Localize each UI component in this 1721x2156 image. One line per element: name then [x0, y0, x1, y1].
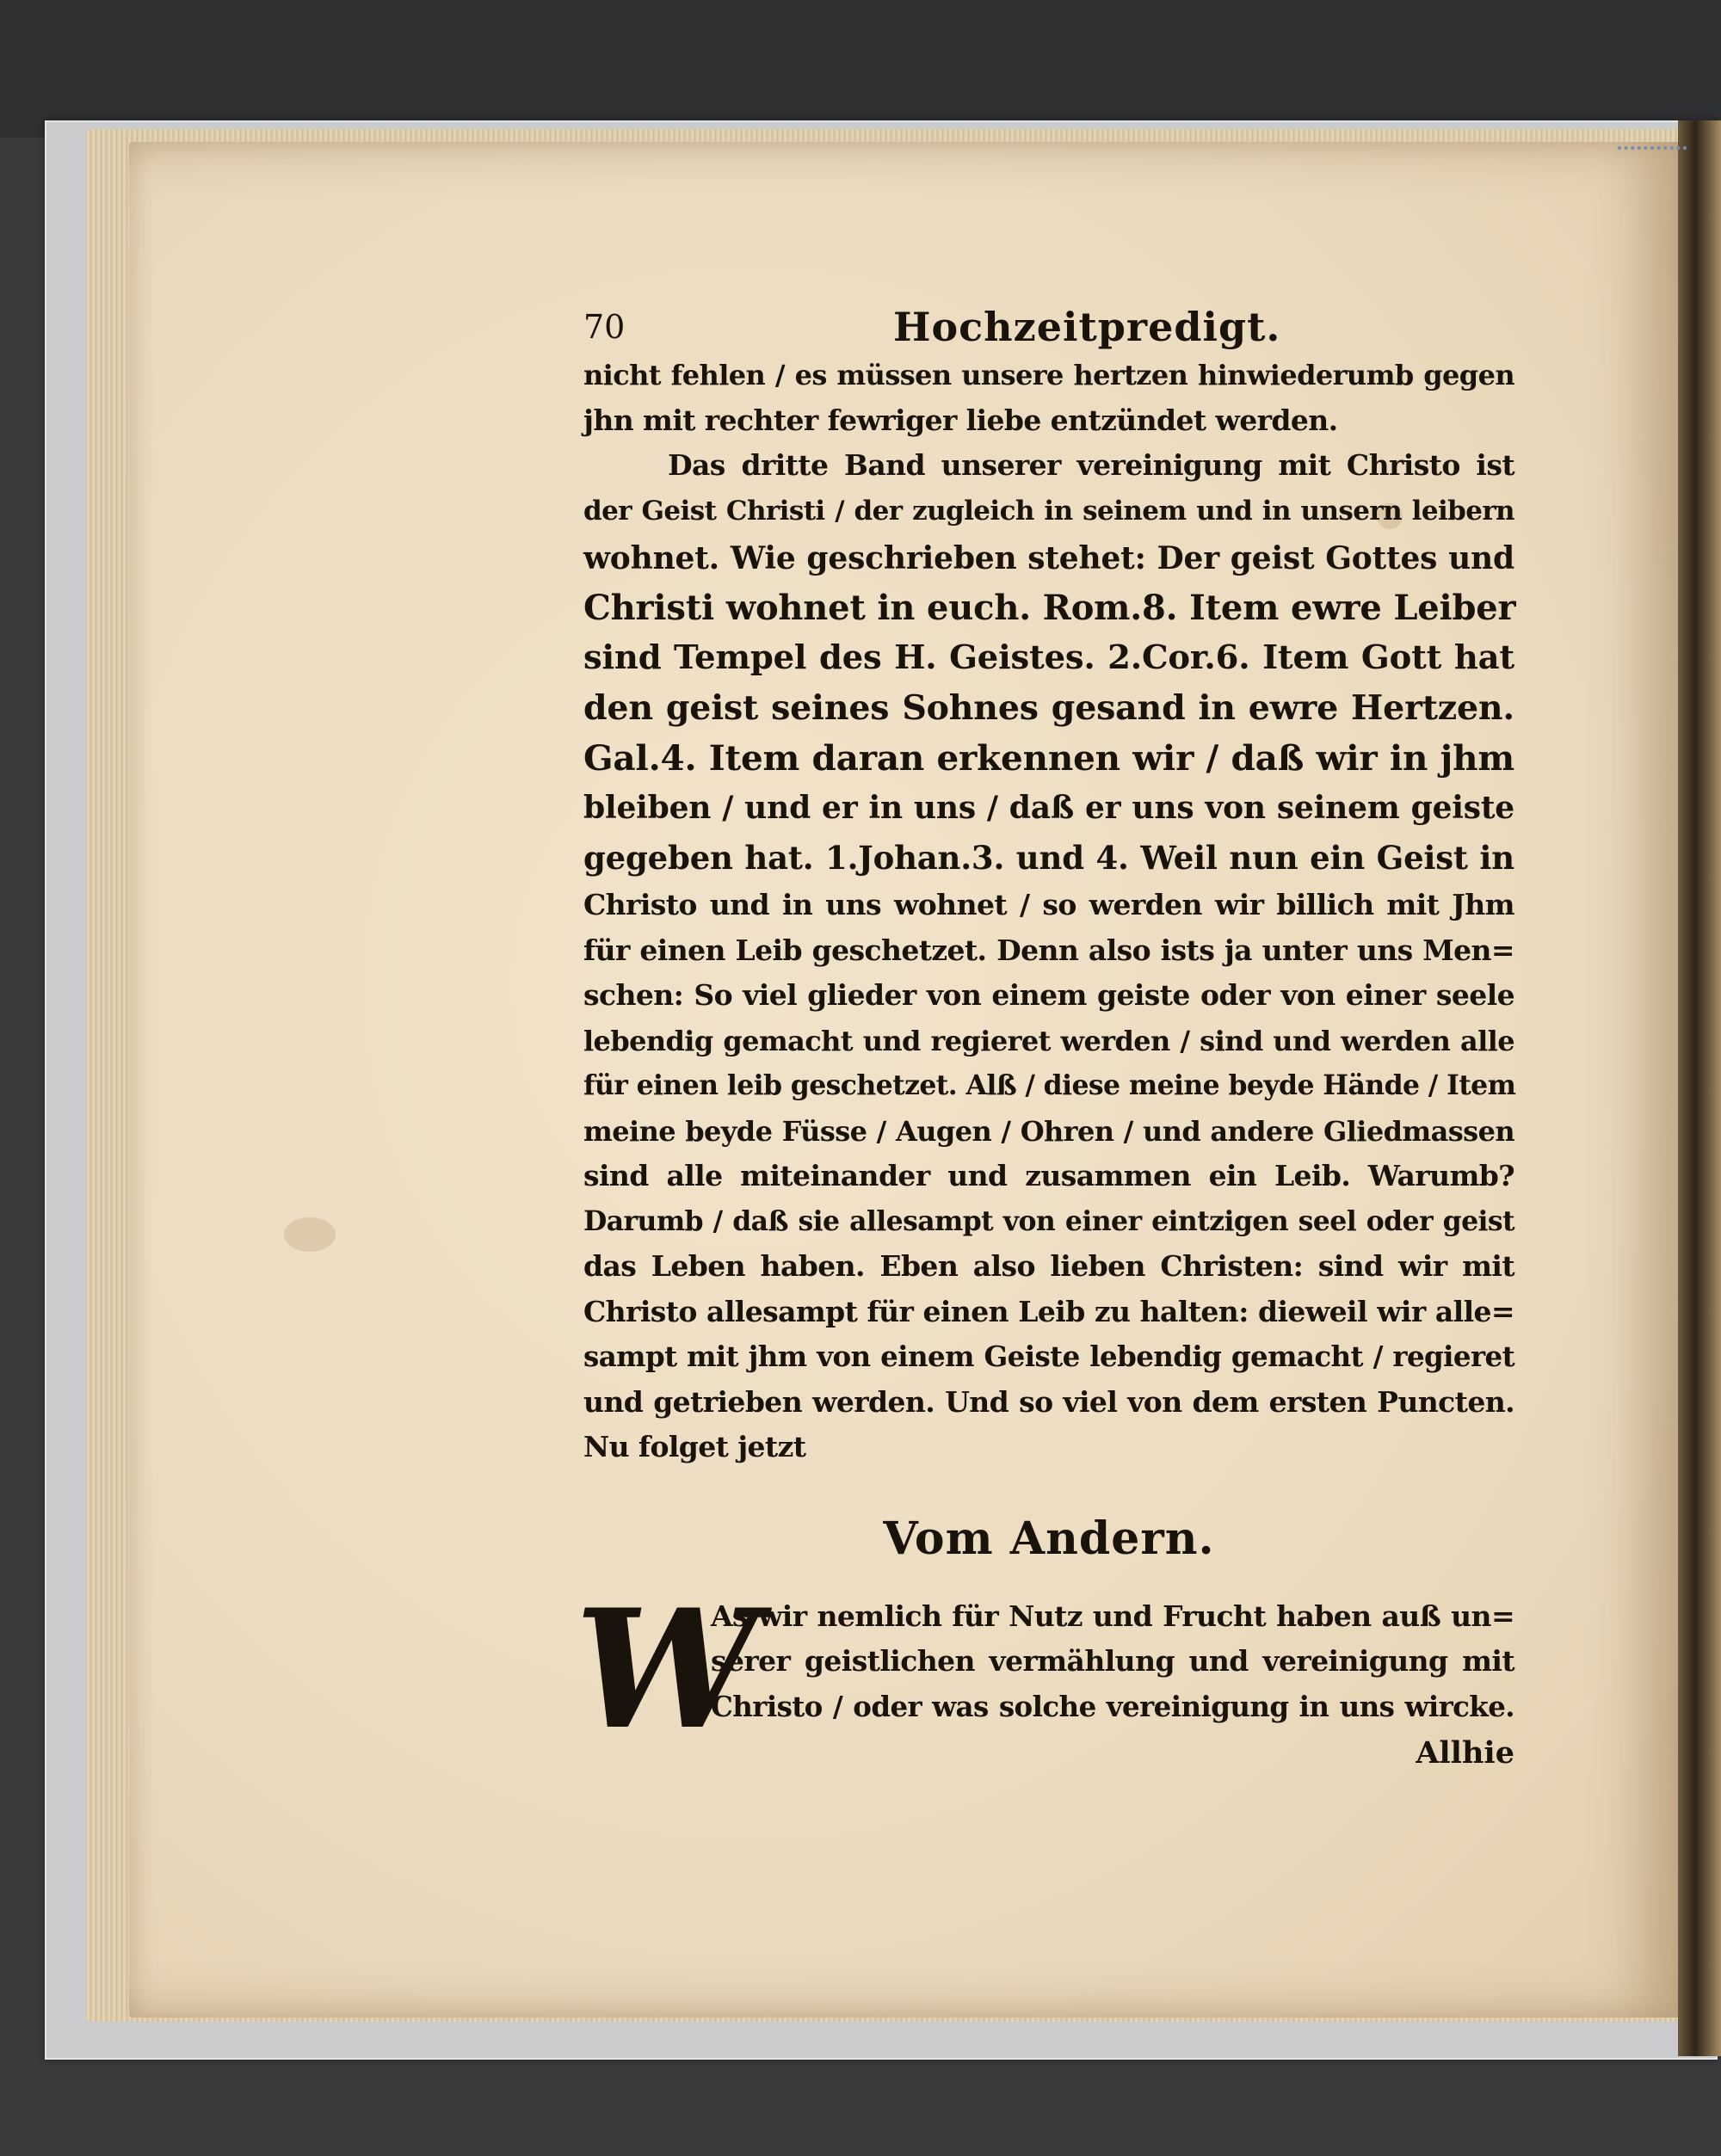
text-line: Christo allesampt für einen Leib zu halten: dieweil wir alle=	[583, 1294, 1514, 1328]
text-line: das Leben haben. Eben also lieben Christen: sind wir mit	[583, 1249, 1514, 1283]
text-line: serer geistlichen vermählung und vereinigung mit	[711, 1644, 1514, 1678]
text-line: bleiben / und er in uns / daß er uns von seinem geiste	[583, 790, 1514, 826]
running-title: Hochzeitpredigt.	[893, 304, 1281, 350]
dark-backdrop	[0, 0, 1721, 138]
text-line: As wir nemlich für Nutz und Frucht haben auß un=	[711, 1599, 1514, 1633]
body-paragraphs	[583, 353, 1514, 1470]
text-line: Das dritte Band unserer vereinigung mit Christo ist	[668, 448, 1514, 482]
text-line: nicht fehlen / es müssen unsere hertzen hinwiederumb gegen	[583, 359, 1514, 391]
text-line: den geist seines Sohnes gesand in ewre Hertzen.	[583, 688, 1514, 728]
text-line: Gal.4. Item daran erkennen wir / daß wir in jhm	[583, 737, 1514, 779]
text-line: schen: So viel glieder von einem geiste oder von einer seele	[583, 978, 1514, 1012]
text-line: lebendig gemacht und regieret werden / sind und werden alle	[583, 1024, 1514, 1057]
page-text	[575, 301, 1516, 1777]
text-line: der Geist Christi / der zugleich in seinem und in unsern leibern	[583, 495, 1514, 527]
binding-thread	[1618, 129, 1687, 150]
text-line: Darumb / daß sie allesampt von einer eintzigen seel oder geist	[583, 1204, 1514, 1237]
text-line: sind alle miteinander und zusammen ein Leib. Warumb?	[583, 1159, 1514, 1192]
text-line: Christo und in uns wohnet / so werden wir billich mit Jhm	[583, 888, 1514, 921]
text-line: meine beyde Füsse / Augen / Ohren / und andere Gliedmassen	[583, 1114, 1514, 1148]
catchword: Allhie	[1416, 1735, 1514, 1771]
section-heading: Vom Andern.	[883, 1512, 1215, 1565]
page-header	[583, 301, 1514, 353]
text-line: für einen leib geschetzet. Alß / diese meine beyde Hände / Item	[583, 1069, 1516, 1101]
decorated-initial: W	[575, 1573, 759, 1765]
text-line: sind Tempel des H. Geistes. 2.Cor.6. Item Gott hat	[583, 638, 1514, 677]
text-line: und getrieben werden. Und so viel von dem ersten Puncten.	[583, 1384, 1514, 1419]
book-gutter	[1678, 120, 1721, 2056]
text-line: für einen Leib geschetzet. Denn also ists ja unter uns Men=	[583, 933, 1514, 967]
text-line: wohnet. Wie geschrieben stehet: Der geist Gottes und	[583, 540, 1514, 576]
text-line: jhn mit rechter fewriger liebe entzündet werden.	[583, 403, 1338, 437]
text-line: Nu folget jetzt	[583, 1430, 806, 1463]
text-line: gegeben hat. 1.Johan.3. und 4. Weil nun ein Geist in	[583, 839, 1514, 877]
text-line: Christo / oder was solche vereinigung in uns wircke.	[711, 1689, 1514, 1723]
text-line: sampt mit jhm von einem Geiste lebendig gemacht / regieret	[583, 1340, 1514, 1373]
paper-stain	[284, 1217, 336, 1252]
page-number: 70	[583, 308, 626, 346]
text-line: Christi wohnet in euch. Rom.8. Item ewre Leiber	[583, 588, 1516, 628]
